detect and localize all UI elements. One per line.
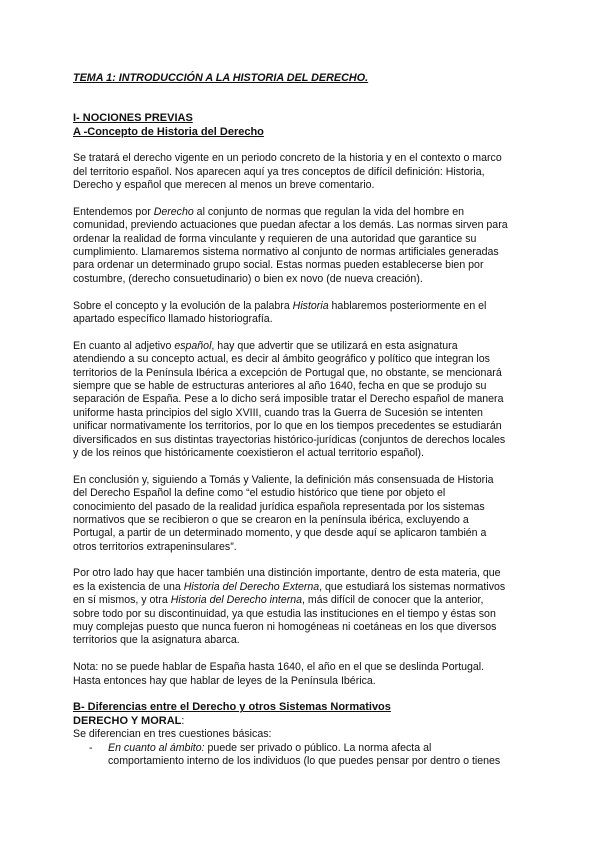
text-line — [73, 501, 543, 514]
spacer — [73, 85, 543, 98]
italic-text: Derecho — [153, 205, 194, 218]
text-segment: comunidad, previendo actuaciones que puedan afectar a los demás. Las normas sirven para — [73, 219, 508, 232]
paragraph — [73, 567, 543, 647]
italic-text: Historia del Derecho interna — [170, 594, 303, 607]
text-segment: Sobre el concepto y la evolución de la palabra — [73, 299, 293, 312]
text-line — [73, 300, 543, 313]
text-line — [73, 634, 543, 647]
text-segment: diversificados en sus distintas trayectorias histórico-jurídicas (conjuntos de derechos locales — [73, 433, 506, 446]
italic-text: Historia — [292, 299, 329, 312]
text-line — [73, 380, 543, 393]
text-line — [73, 259, 543, 272]
text-line — [73, 581, 543, 594]
text-segment: atendiendo a su concepto actual, es decir al ámbito geográfico y político que integran los — [73, 353, 490, 366]
text-line — [73, 166, 543, 179]
text-segment: es la existencia de una — [73, 580, 184, 593]
text-segment: para ordenar un determinado grupo social. Estas normas pueden establecerse bien por — [73, 259, 484, 272]
spacer — [73, 193, 543, 206]
intro-text: Se diferencian en tres cuestiones básicas: — [73, 728, 272, 741]
text-line — [73, 246, 543, 259]
body-paragraphs — [73, 139, 543, 688]
text-segment: , que estudiará los sistemas normativos — [319, 580, 506, 593]
text-segment: Hasta entonces hay que hablar de leyes de la Península Ibérica. — [73, 674, 376, 687]
text-line — [73, 152, 543, 165]
paragraph — [73, 661, 543, 688]
subheading: DERECHO Y MORAL — [73, 714, 182, 727]
text-line — [73, 434, 543, 447]
text-line — [73, 179, 543, 192]
text-line — [73, 514, 543, 527]
text-line — [73, 233, 543, 246]
text-segment: y de los reinos que históricamente coexistieron el actual territorio español). — [73, 446, 424, 459]
text-line — [73, 474, 543, 487]
text-segment: del Derecho Español la define como “el estudio histórico que tiene por objeto el — [73, 487, 446, 500]
text-segment: Se tratará el derecho vigente en un periodo concreto de la historia y en el contexto o marco — [73, 152, 502, 165]
text-line — [73, 541, 543, 554]
text-line — [73, 407, 543, 420]
spacer — [73, 688, 543, 701]
text-segment: Por otro lado hay que hacer también una distinción importante, dentro de esta materia, que — [73, 567, 501, 580]
subheading-colon: : — [181, 714, 185, 727]
spacer — [73, 286, 543, 299]
text-line — [73, 340, 543, 353]
text-segment: territorios que la asignatura abarca. — [73, 634, 240, 647]
text-segment: ordenar la realidad de forma vinculante y requieren de una autoridad que garantice su — [73, 232, 477, 245]
text-segment: muy complejas puesto que nunca fueron ni homogéneas ni coetáneas en los que diversos — [73, 621, 497, 634]
bullet-item — [73, 742, 543, 769]
text-segment: comportamiento interno de los individuos (lo que puedes pensar por dentro o tienes — [108, 754, 501, 767]
text-line — [73, 675, 543, 688]
paragraph — [73, 206, 543, 286]
text-segment: del territorio español. Nos aparecen aquí ya tres conceptos de difícil definición: Historia, — [73, 165, 485, 178]
spacer — [73, 460, 543, 473]
text-segment: cumplimiento. Llamaremos sistema normativo al conjunto de normas artificiales generadas — [73, 246, 499, 259]
document-page — [73, 72, 543, 768]
text-segment: costumbre, (derecho consuetudinario) o bien ex novo (de nueva creación). — [73, 272, 423, 285]
text-line — [73, 206, 543, 219]
text-line — [73, 487, 543, 500]
text-segment: uniforme hasta principios del siglo XVIII, cuando tras la Guerra de Sucesión se intenten — [73, 406, 483, 419]
text-segment: otros territorios extrapeninsulares”. — [73, 540, 237, 553]
text-line — [108, 742, 543, 755]
text-segment: normativos que se recibieron o que se crearon en la península ibérica, excluyendo a — [73, 513, 469, 526]
text-line — [108, 755, 543, 768]
spacer — [73, 139, 543, 152]
document-title: TEMA 1: INTRODUCCIÓN A LA HISTORIA DEL DERECHO. — [73, 72, 369, 84]
text-line — [73, 527, 543, 540]
text-line — [73, 661, 543, 674]
text-line — [73, 567, 543, 580]
text-line — [73, 608, 543, 621]
text-segment: En conclusión y, siguiendo a Tomás y Valiente, la definición más consensuada de Historia — [73, 473, 494, 486]
text-segment: hablaremos posteriormente en el — [328, 299, 487, 312]
text-line — [73, 273, 543, 286]
text-line — [73, 447, 543, 460]
italic-text: En cuanto al ámbito: — [108, 741, 205, 754]
paragraph — [73, 300, 543, 327]
text-segment: Derecho y español que merecen al menos un breve comentario. — [73, 179, 375, 192]
subsection-heading-a: A -Concepto de Historia del Derecho — [73, 125, 264, 138]
text-line — [73, 594, 543, 607]
text-line — [73, 367, 543, 380]
text-segment: sobre todo por su discontinuidad, ya que estudia las instituciones en el tiempo y éstas son — [73, 607, 496, 620]
text-line — [73, 353, 543, 366]
italic-text: Historia del Derecho Externa — [183, 580, 320, 593]
text-segment: separación de España. Pese a lo dicho será imposible tratar el Derecho español de manera — [73, 393, 504, 406]
text-segment: , hay que advertir que se utilizará en esta asignatura — [211, 339, 458, 352]
text-segment: Nota: no se puede hablar de España hasta 1640, el año en el que se deslinda Portugal. — [73, 661, 485, 674]
subsection-heading-b: B- Diferencias entre el Derecho y otros Sistemas Normativos — [73, 701, 391, 714]
paragraph — [73, 474, 543, 554]
subheading-line — [73, 715, 543, 728]
spacer — [73, 648, 543, 661]
spacer — [73, 554, 543, 567]
text-segment: puede ser privado o público. La norma afecta al — [204, 741, 432, 754]
text-segment: Portugal, a partir de un determinado momento, y que desde aquí se aplicaron también a — [73, 527, 487, 540]
text-segment: en sí mismos, y otra — [73, 594, 171, 607]
text-segment: conocimiento del pasado de la realidad jurídica española representada por los sistemas — [73, 500, 485, 513]
text-segment: territorios de la Península Ibérica a excepción de Portugal que, no obstante, se mencionará — [73, 366, 502, 379]
text-segment: apartado específico llamado historiografía. — [73, 313, 273, 326]
text-segment: unificar normativamente los territorios, por lo que en los tiempos precedentes se estudiarán — [73, 420, 502, 433]
spacer — [73, 326, 543, 339]
text-line — [73, 219, 543, 232]
text-line — [73, 313, 543, 326]
text-line — [73, 420, 543, 433]
paragraph — [73, 340, 543, 461]
text-segment: siempre que se hable de estructuras anteriores al año 1640, fecha en que se produjo su — [73, 379, 487, 392]
section-heading: I- NOCIONES PREVIAS — [73, 112, 193, 125]
italic-text: español — [174, 339, 212, 352]
text-segment: , más difícil de conocer que la anterior, — [302, 594, 484, 607]
text-segment: al conjunto de normas que regulan la vida del hombre en — [193, 205, 465, 218]
paragraph — [73, 152, 543, 192]
text-segment: En cuanto al adjetivo — [73, 339, 175, 352]
text-segment: Entendemos por — [73, 205, 154, 218]
text-line — [73, 621, 543, 634]
bullet-dash: - — [89, 741, 93, 754]
text-line — [73, 393, 543, 406]
spacer — [73, 99, 543, 112]
